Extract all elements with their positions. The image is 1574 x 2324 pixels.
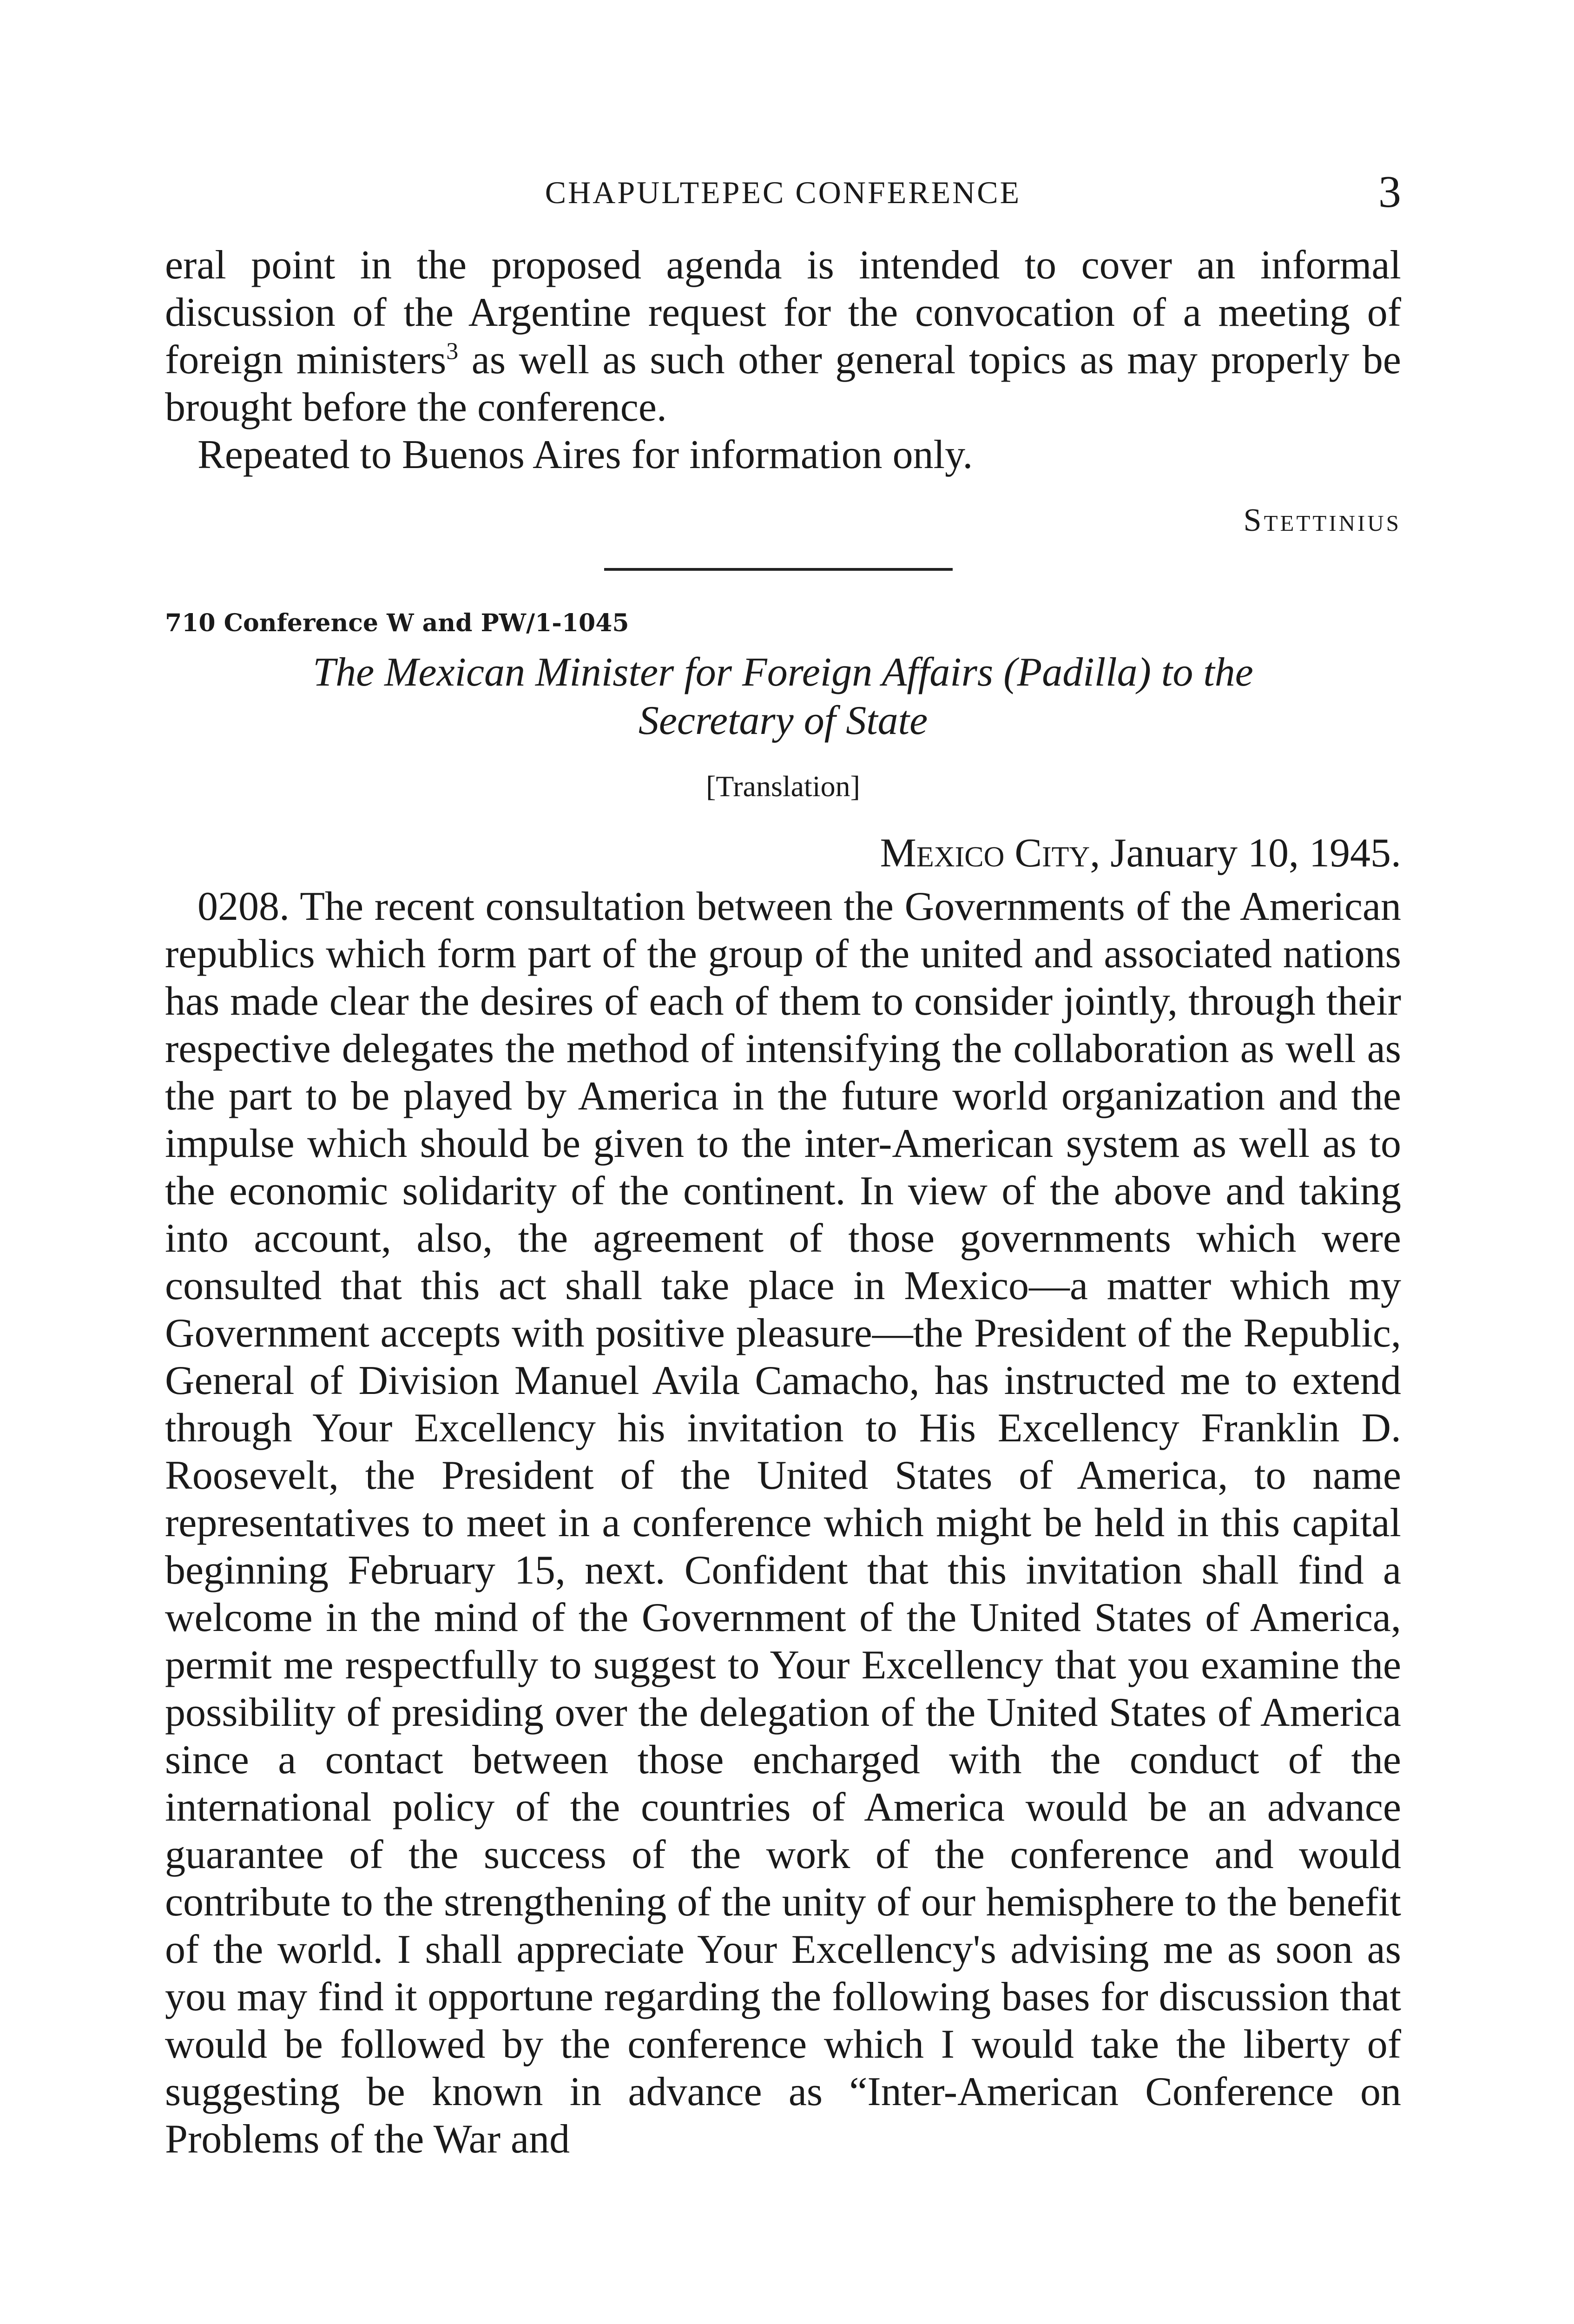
section-divider <box>604 568 953 571</box>
signature: Stettinius <box>1243 502 1401 538</box>
dateline-date: January 10, 1945. <box>1100 831 1401 876</box>
letter-body <box>165 883 1401 2163</box>
translation-note: [Translation] <box>706 770 860 803</box>
dateline-place: Mexico City, <box>880 831 1100 876</box>
repeated-note: Repeated to Buenos Aires for information only. <box>198 432 973 477</box>
heading-line-1: The Mexican Minister for Foreign Affairs (Padilla) to the <box>313 650 1253 695</box>
continued-paragraph <box>165 242 1401 479</box>
letter-paragraph: 0208. The recent consultation between the Governments of the American republics which form part of the group of the united and associated nations has made clear the desires of each of them to consider jointly, through their respective delegates the method of intensifying the collaboration as well as the part to be played by America in the future world organization and the impulse which should be given to the inter-American system as well as to the economic solidarity of the continent. In view of the above and taking into account, also, the agreement of those governments which were consulted that this act shall take place in Mexico—a matter which my Government accepts with positive pleasure—the President of the Republic, General of Division Manuel Avila Camacho, has instructed me to extend through Your Excellency his invitation to His Excellency Franklin D. Roosevelt, the President of the United States of America, to name representatives to meet in a conference which might be held in this capital beginning February 15, next. Confident that this invitation shall find a welcome in the mind of the Government of the United States of America, permit me respectfully to suggest to Your Excellency that you examine the possibility of presiding over the delegation of the United States of America since a contact between those encharged with the conduct of the international policy of the countries of America would be an advance guarantee of the success of the work of the conference and would contribute to the strengthening of the unity of our hemisphere to the benefit of the world. I shall appreciate Your Excellency's advising me as soon as you may find it opportune regarding the following bases for discussion that would be followed by the conference which I would take the liberty of suggesting be known in advance as “Inter-American Conference on Problems of the War and <box>165 884 1401 2162</box>
page-number: 3 <box>1378 167 1401 217</box>
heading-line-2: Secretary of State <box>638 698 928 743</box>
running-title: CHAPULTEPEC CONFERENCE <box>545 175 1021 210</box>
document-heading <box>165 648 1401 745</box>
continued-text <box>165 242 1401 431</box>
dateline <box>880 830 1401 877</box>
running-header <box>165 167 1401 221</box>
file-reference: 710 Conference W and PW/1-1045 <box>165 609 629 637</box>
footnote-reference: 3 <box>446 338 459 365</box>
continued-text-part2: as well as such other general topics as may properly be brought before the conference. <box>165 337 1401 430</box>
continued-text-part1: eral point in the proposed agenda is intended to cover an informal discussion of the Argentine request for the convocation of a meeting of foreign ministers <box>165 243 1401 383</box>
